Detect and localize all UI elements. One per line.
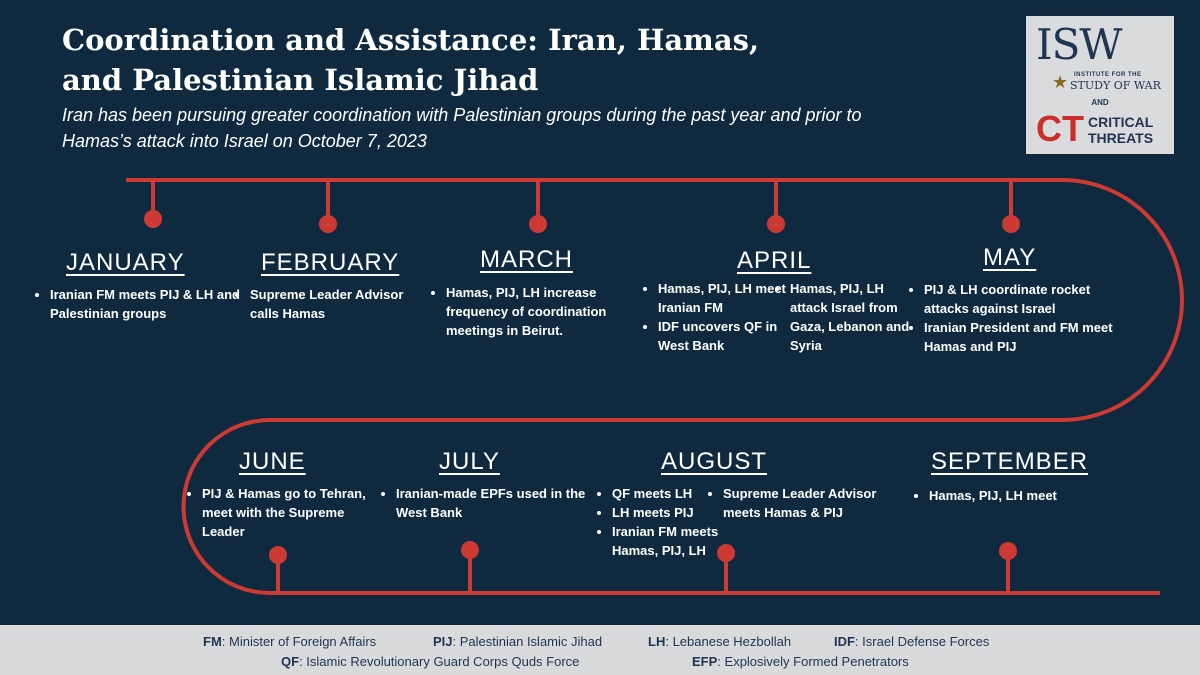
june-events <box>186 484 382 541</box>
subtitle: Iran has been pursuing greater coordination with Palestinian groups during the past year and prior to Hamas’s attack into Israel on October 7, 2023 <box>62 105 862 151</box>
star-icon: ★ <box>1052 72 1069 92</box>
august-events-right <box>707 484 908 522</box>
legend-desc: : Lebanese Hezbollah <box>665 634 792 649</box>
march-marker <box>529 215 547 233</box>
legend-idf <box>834 634 989 649</box>
event-item: • QF meets LH <box>612 484 742 503</box>
logo-and: AND <box>1091 98 1109 107</box>
september-events <box>913 486 1129 505</box>
february-events <box>234 285 435 323</box>
event-item: • Supreme Leader Advisor meets Hamas & PIJ <box>723 484 908 522</box>
legend-desc: : Explosively Formed Penetrators <box>717 654 909 669</box>
isw-logo-text: ISW <box>1036 20 1122 69</box>
month-august: AUGUST <box>661 448 768 475</box>
title-line-2: and Palestinian Islamic Jihad <box>62 63 539 97</box>
legend-qf <box>281 654 579 669</box>
title-line-1: Coordination and Assistance: Iran, Hamas, <box>62 23 760 57</box>
month-september: SEPTEMBER <box>931 448 1089 475</box>
event-item: • Hamas, PIJ, LH attack Israel from Gaza, Lebanon and Syria <box>790 279 910 355</box>
june-marker <box>269 546 287 564</box>
legend-abbr: PIJ <box>433 634 453 649</box>
event-item: • Hamas, PIJ, LH increase frequency of coordination meetings in Beirut. <box>446 283 646 340</box>
january-events <box>34 285 250 323</box>
legend-abbr: QF <box>281 654 300 669</box>
ct-logo-text: CT <box>1036 108 1084 149</box>
legend-pij <box>433 634 602 649</box>
logo-institute: INSTITUTE FOR THE <box>1074 72 1142 78</box>
abbreviation-legend <box>0 625 1200 675</box>
legend-abbr: IDF <box>834 634 855 649</box>
event-item: • PIJ & LH coordinate rocket attacks against Israel <box>924 280 1124 318</box>
january-marker <box>144 210 162 228</box>
month-july: JULY <box>439 448 500 475</box>
event-item: • PIJ & Hamas go to Tehran, meet with the Supreme Leader <box>202 484 382 541</box>
february-marker <box>319 215 337 233</box>
may-events <box>908 280 1124 356</box>
event-item: • Iranian-made EPFs used in the West Bank <box>396 484 596 522</box>
march-events <box>430 283 646 340</box>
legend-desc: : Islamic Revolutionary Guard Corps Quds Force <box>299 654 580 669</box>
legend-abbr: EFP <box>692 654 718 669</box>
event-item: • LH meets PIJ <box>612 503 742 522</box>
legend-fm <box>203 634 376 649</box>
april-events-right <box>774 279 910 355</box>
legend-efp <box>692 654 909 669</box>
april-events-left <box>642 279 788 355</box>
month-march: MARCH <box>480 246 573 273</box>
april-marker <box>767 215 785 233</box>
month-june: JUNE <box>239 448 306 475</box>
legend-desc: : Israel Defense Forces <box>854 634 990 649</box>
event-item: • Supreme Leader Advisor calls Hamas <box>250 285 435 323</box>
legend-desc: : Minister of Foreign Affairs <box>221 634 377 649</box>
month-april: APRIL <box>737 247 812 274</box>
logo-critical: CRITICAL <box>1088 114 1154 130</box>
legend-abbr: LH <box>648 634 666 649</box>
event-item: • Hamas, PIJ, LH meet <box>929 486 1129 505</box>
month-february: FEBRUARY <box>261 249 400 276</box>
logo-threats: THREATS <box>1088 130 1154 146</box>
may-marker <box>1002 215 1020 233</box>
legend-lh <box>648 634 791 649</box>
logo-study: STUDY OF WAR <box>1070 79 1161 92</box>
month-january: JANUARY <box>66 249 185 276</box>
legend-abbr: FM <box>203 634 222 649</box>
event-item: • IDF uncovers QF in West Bank <box>658 317 788 355</box>
legend-desc: : Palestinian Islamic Jihad <box>452 634 603 649</box>
month-may: MAY <box>983 244 1037 271</box>
september-marker <box>999 542 1017 560</box>
event-item: • Hamas, PIJ, LH meet Iranian FM <box>658 279 788 317</box>
event-item: • Iranian FM meets PIJ & LH and Palestinian groups <box>50 285 250 323</box>
july-marker <box>461 541 479 559</box>
july-events <box>380 484 596 522</box>
event-item: • Iranian President and FM meet Hamas and PIJ <box>924 318 1124 356</box>
event-item: • Iranian FM meets Hamas, PIJ, LH <box>612 522 742 560</box>
